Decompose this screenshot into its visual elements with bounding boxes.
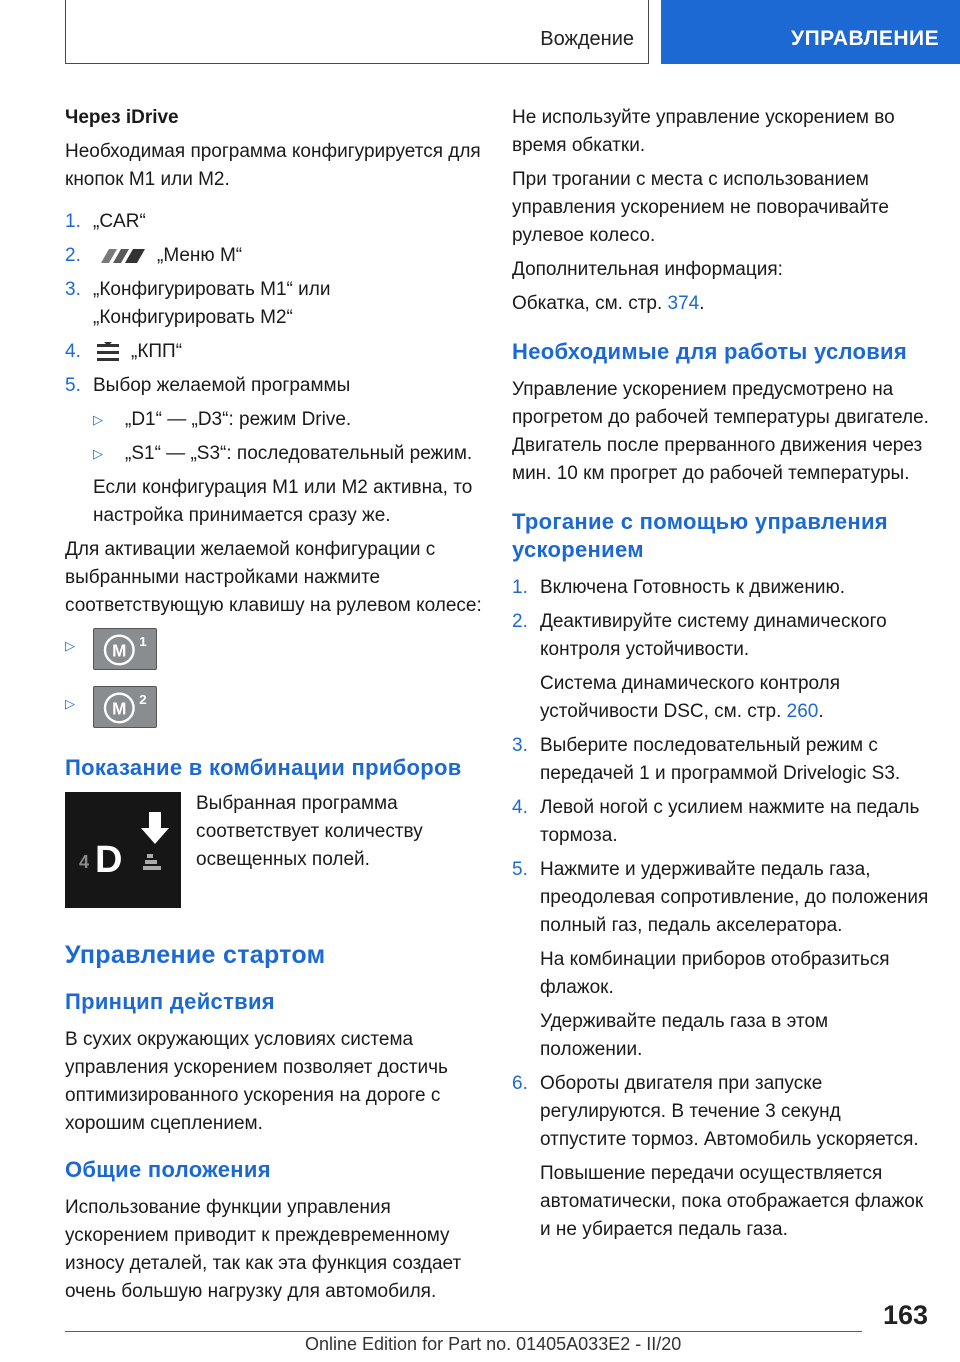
- bullet-text: „D1“ — „D3“: режим Drive.: [125, 409, 352, 430]
- right-column: [512, 104, 932, 1250]
- launch-control-heading: Управление стартом: [65, 941, 326, 969]
- page-link-260[interactable]: 260: [786, 701, 819, 722]
- m2-button-icon: [93, 686, 157, 728]
- footer-edition: Online Edition for Part no. 01405A033E2 - II/20: [305, 1334, 682, 1354]
- sub-bullet-drive: [65, 406, 485, 434]
- step-number: 1.: [512, 577, 528, 598]
- step-number: 2.: [65, 245, 81, 266]
- idrive-intro: Необходимая программа конфигурируется для кнопок M1 или M2.: [65, 141, 481, 190]
- page-number: 163: [882, 1300, 928, 1330]
- step-number: 5.: [512, 859, 528, 880]
- step-text: Обороты двигателя при запуске регулируются. В течение 3 секунд отпустите тормоз. Автомобиль ускоряется.: [540, 1073, 919, 1150]
- step-text: Нажмите и удерживайте педаль газа, преодолевая сопротивление, до положения полный газ, педаль акселератора.: [540, 859, 929, 936]
- m2-button-sup: 2: [139, 692, 147, 708]
- upshift-note: Повышение передачи осуществляется автоматически, пока отображается флажок и не убирается педаль газа.: [540, 1163, 924, 1240]
- triangle-bullet-icon: ▷: [93, 412, 103, 427]
- display-heading: Показание в комбинации приборов: [65, 755, 462, 780]
- step-number: 6.: [512, 1073, 528, 1094]
- header-section-tab: [661, 0, 960, 64]
- sub-bullet-sequential: [65, 440, 485, 468]
- steering-warning: При трогании с места с использованием управления ускорением не поворачивайте рулевое колесо.: [512, 169, 889, 246]
- step-number: 3.: [65, 279, 81, 300]
- cluster-gear-number: 4: [79, 852, 90, 872]
- left-column: [65, 104, 485, 1312]
- idrive-step-2: [65, 242, 485, 270]
- triangle-bullet-icon: ▷: [65, 638, 75, 653]
- start-step-3: [512, 732, 932, 788]
- header-chapter-box: [65, 0, 649, 64]
- footer-divider: [65, 1331, 862, 1332]
- start-step-6: [512, 1070, 932, 1154]
- header-chapter-label: Вождение: [540, 28, 634, 50]
- sub-note: Если конфигурация M1 или M2 активна, то настройка принимается сразу же.: [93, 477, 473, 526]
- step-text: „CAR“: [93, 211, 146, 232]
- step-number: 2.: [512, 611, 528, 632]
- page-link-374[interactable]: 374: [667, 293, 700, 314]
- break-in-reference: [512, 290, 932, 318]
- instrument-cluster-image: [65, 792, 181, 908]
- start-step-4: [512, 794, 932, 850]
- start-step-1: [512, 574, 932, 602]
- step-text: Включена Готовность к движению.: [540, 577, 845, 598]
- triangle-bullet-icon: ▷: [93, 446, 103, 461]
- step-text: „КПП“: [131, 341, 183, 362]
- step-text: „Конфигурировать M1“ или „Конфигурировать M2“: [93, 279, 331, 328]
- step-text: Выберите последовательный режим с передачей 1 и программой Drivelogic S3.: [540, 735, 901, 784]
- step-number: 4.: [512, 797, 528, 818]
- activation-text: Для активации желаемой конфигурации с выбранными настройками нажмите соответствующую клавишу на рулевом колесе:: [65, 539, 482, 616]
- reference-text: Обкатка, см. стр.: [512, 293, 668, 314]
- m-stripe-icon: [97, 247, 147, 265]
- downshift-arrow-icon: [141, 812, 169, 844]
- header-section-label: УПРАВЛЕНИЕ: [791, 27, 940, 50]
- dsc-reference: [512, 670, 932, 726]
- conditions-heading: Необходимые для работы условия: [512, 339, 907, 364]
- display-text: Выбранная программа соответствует количеству освещенных полей.: [196, 793, 423, 870]
- cluster-display-block: [65, 792, 485, 932]
- idrive-step-3: [65, 276, 485, 332]
- break-in-warning: Не используйте управление ускорением во время обкатки.: [512, 107, 895, 156]
- reference-end: .: [818, 701, 824, 722]
- start-step-5: [512, 856, 932, 940]
- step-text: Левой ногой с усилием нажмите на педаль тормоза.: [540, 797, 920, 846]
- conditions-text: Управление ускорением предусмотрено на прогретом до рабочей температуры двигателе. Двигатель после прерванного движения через мин. 10 км прогрет до рабочей температуры.: [512, 379, 929, 484]
- m1-button-icon: [93, 628, 157, 670]
- step-text: „Меню M“: [157, 245, 243, 266]
- m2-button-label: M: [112, 698, 127, 719]
- m1-button-label: M: [112, 640, 127, 661]
- m2-button-row: [65, 686, 485, 736]
- idrive-title: Через iDrive: [65, 107, 179, 128]
- start-step-2: [512, 608, 932, 664]
- gearbox-menu-icon: [95, 341, 121, 363]
- reference-text: Система динамического контроля устойчивости DSC, см. стр.: [540, 673, 841, 722]
- start-heading: Трогание с помощью управления ускорением: [512, 509, 888, 562]
- step-number: 1.: [65, 211, 81, 232]
- reference-end: .: [699, 293, 705, 314]
- cluster-mode-letter: D: [95, 839, 123, 881]
- flag-note: На комбинации приборов отобразиться флажок.: [540, 949, 890, 998]
- m1-button-sup: 1: [139, 634, 147, 650]
- bullet-text: „S1“ — „S3“: последовательный режим.: [125, 443, 473, 464]
- step-number: 3.: [512, 735, 528, 756]
- step-text: Выбор желаемой программы: [93, 375, 351, 396]
- general-text: Использование функции управления ускорением приводит к преждевременному износу деталей, так как эта функция создает очень большую нагрузку для автомобиля.: [65, 1197, 462, 1302]
- principle-heading: Принцип действия: [65, 989, 275, 1014]
- idrive-step-1: [65, 208, 485, 236]
- step-text: Деактивируйте систему динамического контроля устойчивости.: [540, 611, 887, 660]
- triangle-bullet-icon: ▷: [65, 696, 75, 711]
- hold-note: Удерживайте педаль газа в этом положении.: [540, 1011, 829, 1060]
- step-number: 4.: [65, 341, 81, 362]
- step-number: 5.: [65, 375, 81, 396]
- m1-button-row: [65, 628, 485, 678]
- principle-text: В сухих окружающих условиях система управления ускорением позволяет достичь оптимизированного ускорения на дороге с хорошим сцеплением.: [65, 1029, 448, 1134]
- additional-info-label: Дополнительная информация:: [512, 259, 783, 280]
- idrive-step-4: [65, 338, 485, 366]
- idrive-step-5: [65, 372, 485, 400]
- general-heading: Общие положения: [65, 1157, 271, 1182]
